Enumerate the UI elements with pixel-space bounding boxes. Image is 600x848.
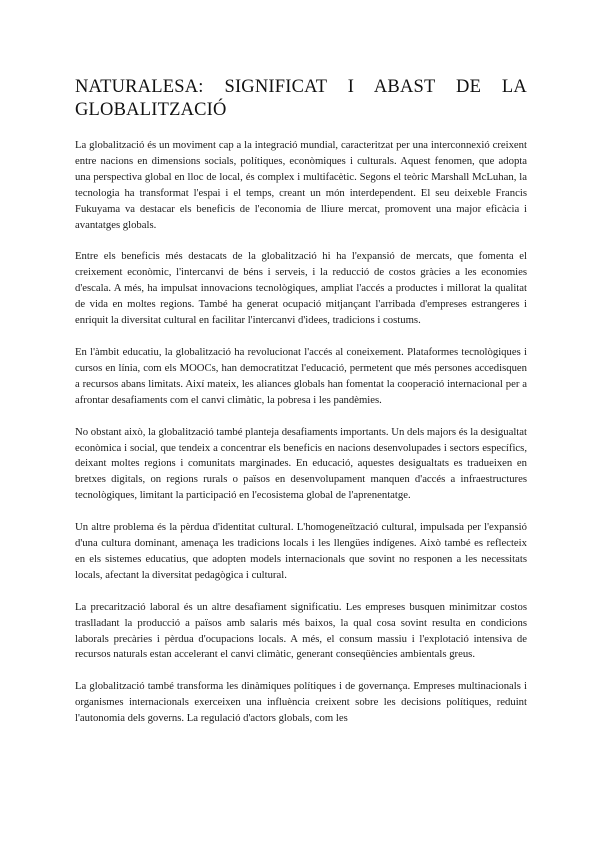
paragraph: Un altre problema és la pèrdua d'identitat cultural. L'homogeneïtzació cultural, impulsada per l'expansió d'una cultura dominant, amenaça les tradicions locals i les llengües indígenes. Això també es reflecteix en els sistemes educatius, que adopten models internacionals que sovint no responen a les necessitats locals, afectant la diversitat pedagògica i cultural. (75, 521, 527, 581)
paragraph: La precarització laboral és un altre desafiament significatiu. Les empreses busquen minimitzar costos traslladant la producció a països amb salaris més baixos, la qual cosa sovint resulta en condicions laborals precàries i pèrdua d'ocupacions locals. A més, el consum massiu i l'explotació intensiva de recursos naturals estan accelerant el canvi climàtic, generant conseqüències ambientals greus. (75, 600, 527, 661)
paragraph: No obstant això, la globalització també planteja desafiaments importants. Un dels majors és la desigualtat econòmica i social, que tendeix a concentrar els beneficis en nacions desenvolupades i sectors específics, deixant moltes regions i comunitats marginades. En educació, aquestes desigualtats es tradueixen en bretxes digitals, on regions rurals o països en desenvolupament manquen d'accés a infraestructures tecnològiques, limitant la participació en l'ecosistema global de l'aprenentatge. (75, 425, 527, 502)
document-body (75, 138, 527, 743)
paragraph: La globalització també transforma les dinàmiques polítiques i de governança. Empreses multinacionals i organismes internacionals exerceixen una influència creixent sobre les decisions polítiques, reduint l'autonomia dels governs. La regulació d'actors globals, com les (75, 680, 527, 725)
paragraph: La globalització és un moviment cap a la integració mundial, caracteritzat per una interconnexió creixent entre nacions en dimensions socials, polítiques, econòmiques i culturals. Aquest fenomen, que adopta una perspectiva global en lloc de local, és complex i multifacètic. Segons el teòric Marshall McLuhan, la tecnologia ha transformat l'espai i el temps, creant un món interdependent. El seu deixeble Francis Fukuyama va destacar els beneficis de l'economia de lliure mercat, promovent una major eficàcia i avantatges globals. (75, 139, 527, 231)
paragraph: En l'àmbit educatiu, la globalització ha revolucionat l'accés al coneixement. Plataformes tecnològiques i cursos en línia, com els MOOCs, han democratitzat l'educació, permetent que més persones accedisquen a recursos abans limitats. Així mateix, les aliances globals han fomentat la cooperació internacional per a afrontar desafiaments com el canvi climàtic, la pobresa i les pandèmies. (75, 345, 527, 406)
paragraph: Entre els beneficis més destacats de la globalització hi ha l'expansió de mercats, que fomenta el creixement econòmic, l'intercanvi de béns i serveis, i la reducció de costos gràcies a les economies d'escala. A més, ha impulsat innovacions tecnològiques, ampliat l'accés a productes i millorat la qualitat de vida en moltes regions. També ha generat ocupació mitjançant l'arribada d'empreses estrangeres i enriquit la diversitat cultural en facilitar l'intercanvi d'idees, tradicions i costums. (75, 250, 527, 327)
document-title: NATURALESA: SIGNIFICAT I ABAST DE LA GLOBALITZACIÓ (75, 77, 527, 120)
